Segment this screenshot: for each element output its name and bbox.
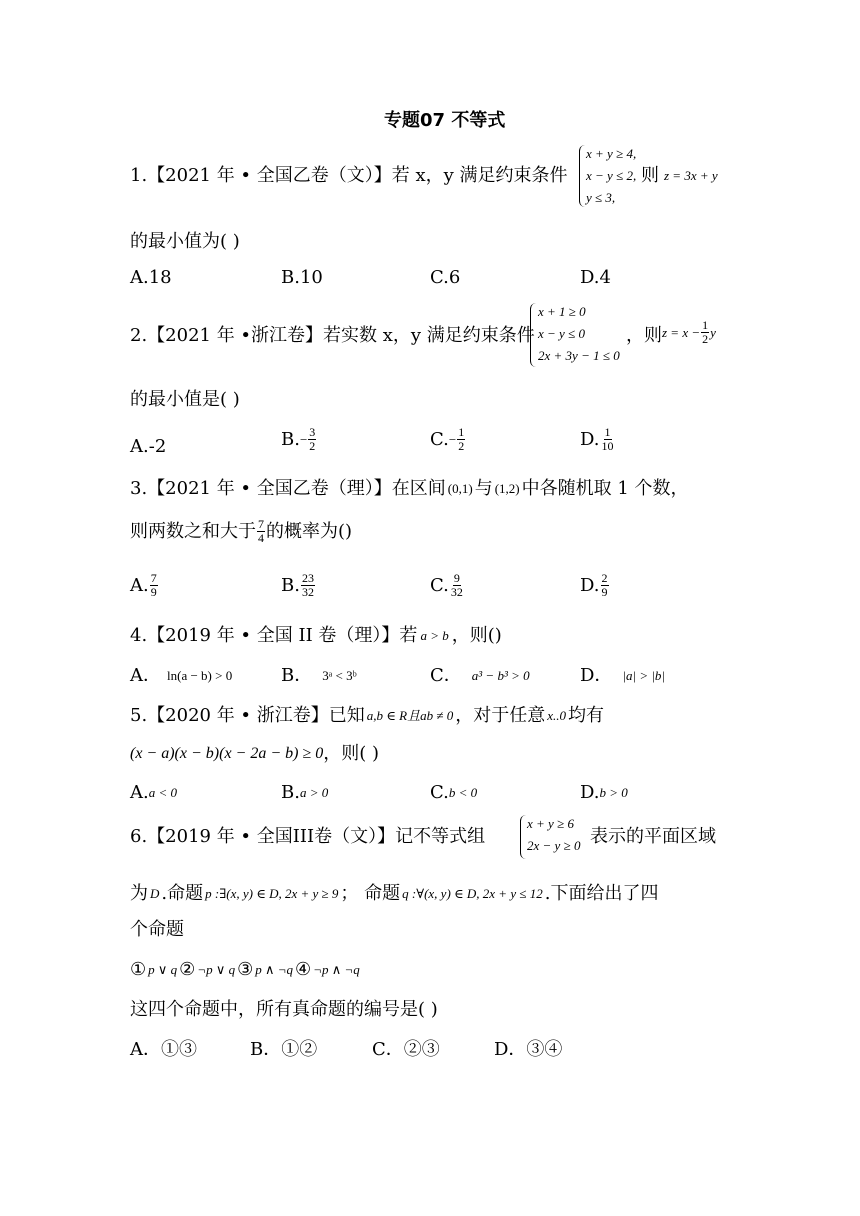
prop-2-num: ② [179, 959, 196, 980]
q6-option-c: C．②③ [372, 1039, 440, 1060]
q2-constraint-2: x − y ≤ 0 [538, 326, 585, 341]
q5-option-b: B. a > 0 [281, 782, 329, 803]
prop-3-num: ③ [237, 959, 254, 980]
q6-constraint-2: 2x − y ≥ 0 [527, 838, 581, 853]
q1-objective: z = 3x + y [664, 168, 718, 183]
q1-constraint-2: x − y ≤ 2, [586, 168, 637, 183]
q2-question: 的最小值是( ) [130, 389, 240, 410]
q2-option-c: C. − $\frac{1}{2}$ [430, 425, 465, 453]
q6-question: 这四个命题中，所有真命题的编号是( ) [130, 999, 438, 1020]
q6-stem-tail: 表示的平面区域 [590, 826, 716, 847]
q3-option-b: B. $\frac{23}{32}$ [281, 571, 314, 599]
q6-stem-line1: 6.【2019 年 • 全国III卷（文）】记不等式组 [130, 826, 486, 847]
q2-option-b: B. − $\frac{3}{2}$ [281, 425, 316, 453]
prop-4-num: ④ [295, 959, 312, 980]
q3-stem-line1: 3.【2021 年 • 全国乙卷（理）】在区间 (0,1) 与 (1,2) 中各随机取 1 个数， [130, 478, 689, 499]
q2-objective: z = x − $\frac{1}{2}$ y [662, 318, 716, 346]
q3-option-a: A. $\frac{7}{9}$ [130, 571, 157, 599]
q6-stem-line2: 为 D .命题 p :∃(x, y) ∈ D, 2x + y ≥ 9 ； 命题 q :∀(x, y) ∈ D, 2x + y ≤ 12 .下面给出了四 [130, 883, 659, 904]
q2-constraint-1: x + 1 ≥ 0 [538, 304, 586, 319]
q1-constraint-1: x + y ≥ 4, [586, 146, 637, 161]
q1-option-a: A.18 [130, 267, 172, 288]
q2-option-d: D. $\frac{1}{10}$ [580, 425, 614, 453]
q4-option-c: C． a³ − b³ > 0 [430, 665, 530, 686]
q2-brace [530, 303, 537, 367]
q3-stem-line2: 则两数之和大于 $\frac{7}{4}$ 的概率为() [130, 517, 353, 545]
prop-1-num: ① [130, 959, 147, 980]
q5-option-d: D. b > 0 [580, 782, 628, 803]
q1-brace [579, 145, 586, 207]
q4-option-d: D． |a| > |b| [580, 665, 666, 686]
q1-question: 的最小值为( ) [130, 231, 240, 252]
q1-option-c: C.6 [430, 267, 461, 288]
q2-constraint-3: 2x + 3y − 1 ≤ 0 [538, 348, 620, 363]
q2-stem: 2.【2021 年 •浙江卷】若实数 x，y 满足约束条件 [130, 325, 535, 346]
q4-option-a: A． ln(a − b) > 0 [130, 665, 233, 686]
q5-stem-line1: 5.【2020 年 • 浙江卷】已知 a,b ∈ R且ab ≠ 0 ，对于任意 x..0 均有 [130, 705, 604, 726]
page-title: 专题07 不等式 [384, 110, 506, 131]
q2-then: ，则 [626, 325, 662, 346]
q3-option-d: D. $\frac{2}{9}$ [580, 571, 608, 599]
q6-option-b: B．①② [250, 1039, 318, 1060]
q1-option-d: D.4 [580, 267, 611, 288]
q4-stem: 4.【2019 年 • 全国 II 卷（理）】若 a > b ，则() [130, 625, 502, 646]
q6-propositions: ① p ∨ q ② ¬p ∨ q ③ p ∧ ¬q ④ ¬p ∧ ¬q [130, 959, 360, 980]
q5-option-c: C. b < 0 [430, 782, 478, 803]
q3-option-c: C. $\frac{9}{32}$ [430, 571, 463, 599]
q1-option-b: B.10 [281, 267, 323, 288]
q1-stem: 1.【2021 年 • 全国乙卷（文）】若 x，y 满足约束条件 [130, 165, 568, 186]
q6-constraint-1: x + y ≥ 6 [527, 816, 574, 831]
q6-brace [520, 815, 527, 859]
q6-option-a: A．①③ [130, 1039, 197, 1060]
q5-stem-line2: (x − a)(x − b)(x − 2a − b) ≥ 0 ，则( ) [130, 743, 380, 764]
q1-then: 则 [641, 165, 659, 186]
q1-constraint-3: y ≤ 3, [586, 190, 616, 205]
q5-option-a: A. a < 0 [130, 782, 178, 803]
q2-objective-fraction: $\frac{1}{2}$ [702, 318, 709, 346]
q4-option-b: B． 3ᵃ < 3ᵇ [281, 665, 357, 686]
q6-option-d: D．③④ [494, 1039, 563, 1060]
q6-stem-line3: 个命题 [130, 919, 184, 940]
q2-option-a: A.-2 [130, 436, 167, 457]
